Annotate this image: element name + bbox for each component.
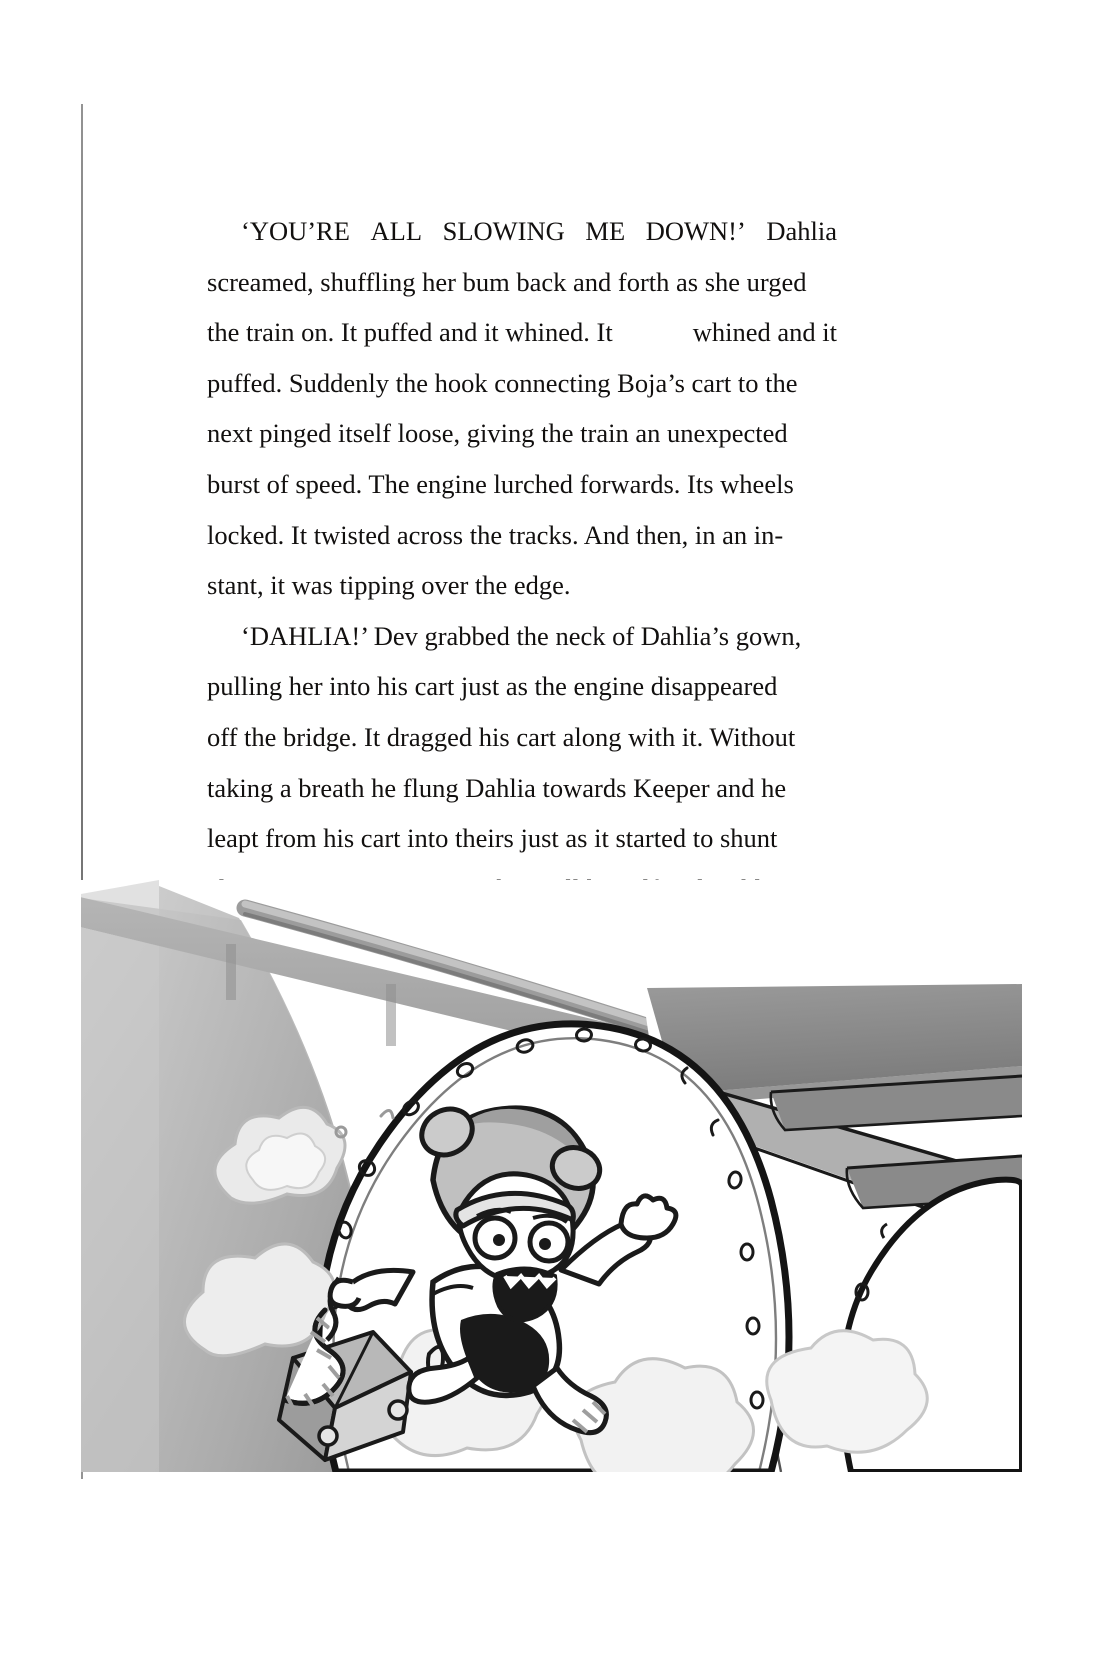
- chapter-illustration: [81, 880, 1022, 1472]
- text-line: puffed. Suddenly the hook connecting Boja’s cart to the: [207, 367, 798, 398]
- text-line-fragment: ‘YOU’RE: [241, 216, 350, 246]
- text-line: [207, 307, 837, 358]
- text-line: taking a breath he flung Dahlia towards Keeper and he: [207, 772, 787, 803]
- text-line: next pinged itself loose, giving the train an unexpected: [207, 418, 788, 449]
- text-line-fragment: the train on. It puffed and it whined. It: [207, 317, 613, 348]
- text-line-fragment: whined and it: [692, 317, 837, 348]
- text-line: leapt from his cart into theirs just as it started to shunt: [207, 823, 778, 854]
- text-line: off the bridge. It dragged his cart along with it. Without: [207, 721, 796, 752]
- text-line: screamed, shuffling her bum back and forth as she urged: [207, 266, 807, 297]
- eye-right: [539, 1238, 551, 1250]
- paragraph-1: [207, 206, 837, 611]
- text-line: pulling her into his cart just as the engine disappeared: [207, 671, 778, 702]
- text-line-fragment: DOWN!’: [645, 216, 746, 246]
- text-line-fragment: SLOWING: [442, 216, 565, 246]
- text-line-fragment: ‘DAHLIA!’ Dev grabbed the neck of Dahlia’s gown,: [241, 620, 802, 651]
- text-line: locked. It twisted across the tracks. And then, in an in-: [207, 519, 784, 550]
- text-line: [207, 206, 837, 257]
- text-line: stant, it was tipping over the edge.: [207, 570, 571, 601]
- text-line: [207, 611, 837, 662]
- boiler-highlight-strip: [81, 880, 159, 1472]
- text-line: burst of speed. The engine lurched forwards. Its wheels: [207, 468, 794, 499]
- text-line-fragment: ALL: [370, 216, 423, 246]
- text-line-fragment: Dahlia: [766, 216, 837, 246]
- text-line-fragment: ME: [585, 216, 626, 246]
- eye-left: [493, 1234, 505, 1246]
